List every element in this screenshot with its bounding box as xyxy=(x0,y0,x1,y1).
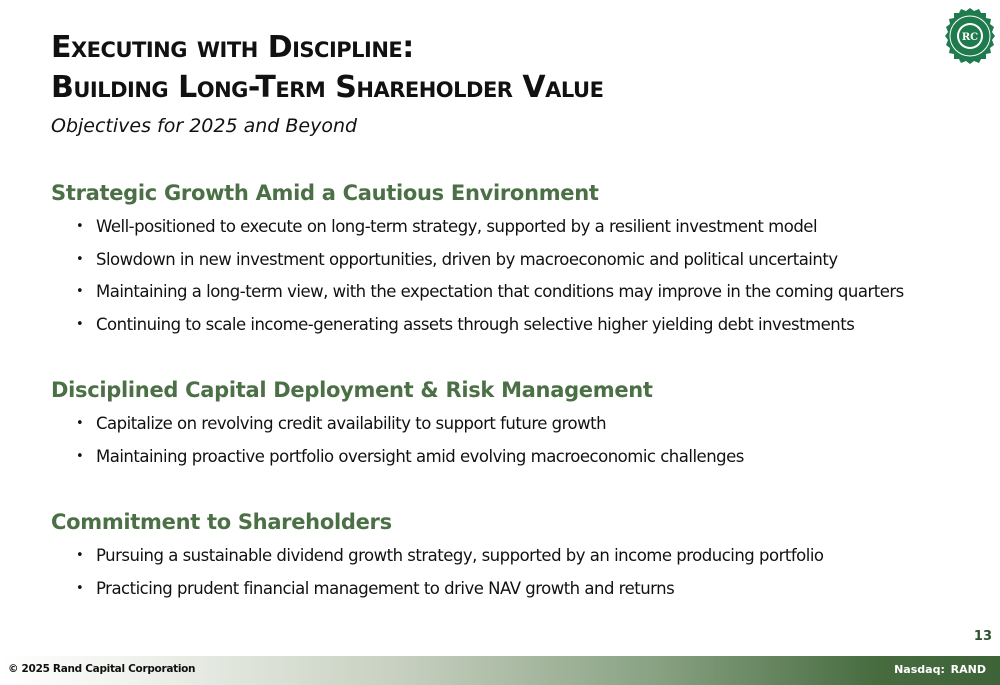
list-item: • Capitalize on revolving credit availability to support future growth xyxy=(51,408,981,441)
slide-title-line-1: Executing with Discipline: xyxy=(51,30,414,65)
section-heading: Strategic Growth Amid a Cautious Environment xyxy=(51,181,599,205)
slide-title-line-2: Building Long-Term Shareholder Value xyxy=(51,70,604,105)
list-item: • Practicing prudent financial management to drive NAV growth and returns xyxy=(51,573,981,606)
bullet-list xyxy=(51,540,981,605)
page-number: 13 xyxy=(973,629,992,644)
copyright-text: © 2025 Rand Capital Corporation xyxy=(8,663,196,675)
list-item: • Pursuing a sustainable dividend growth strategy, supported by an income producing portfolio xyxy=(51,540,981,573)
footer-bar xyxy=(0,656,1000,685)
section-shareholders xyxy=(51,508,981,605)
section-strategic-growth xyxy=(51,179,981,341)
list-item: • Maintaining a long-term view, with the expectation that conditions may improve in the coming quarters xyxy=(51,276,981,309)
logo-monogram: RC xyxy=(961,32,979,43)
list-item: • Maintaining proactive portfolio oversight amid evolving macroeconomic challenges xyxy=(51,441,981,474)
section-heading: Disciplined Capital Deployment & Risk Management xyxy=(51,378,653,402)
rand-capital-seal-icon xyxy=(943,6,997,66)
list-item: • Well-positioned to execute on long-term strategy, supported by a resilient investment model xyxy=(51,211,981,244)
list-item: • Continuing to scale income-generating assets through selective higher yielding debt investments xyxy=(51,309,981,342)
bullet-list xyxy=(51,408,981,473)
bullet-list xyxy=(51,211,981,341)
ticker-text: Nasdaq: RAND xyxy=(894,663,986,676)
slide-title xyxy=(51,28,603,108)
section-heading: Commitment to Shareholders xyxy=(51,510,392,534)
list-item: • Slowdown in new investment opportunities, driven by macroeconomic and political uncertainty xyxy=(51,244,981,277)
section-capital-deployment xyxy=(51,376,981,473)
slide-subtitle: Objectives for 2025 and Beyond xyxy=(51,115,358,137)
